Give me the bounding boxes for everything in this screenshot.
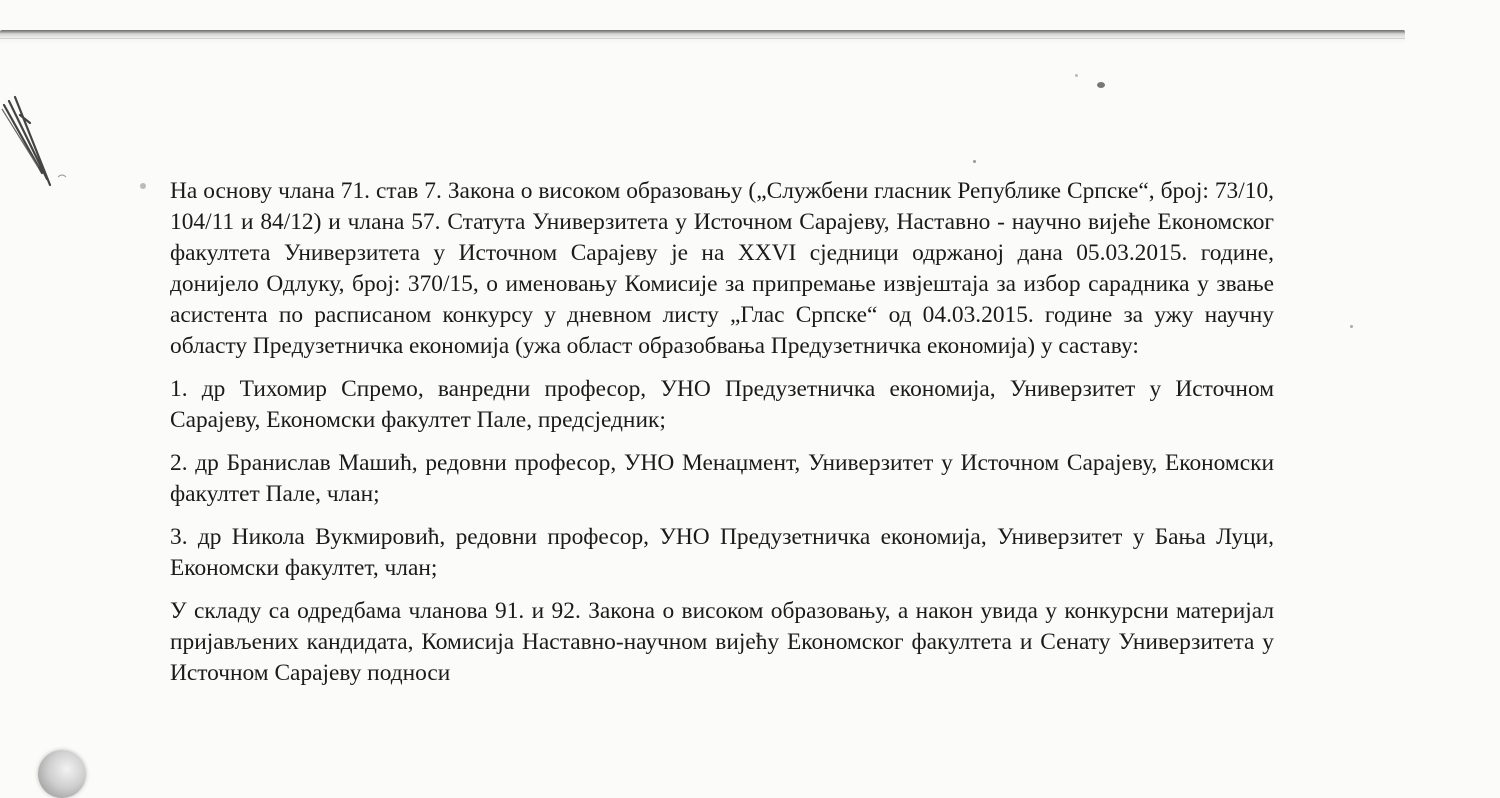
scan-speck	[1097, 82, 1105, 88]
scan-speck	[140, 183, 146, 189]
scanned-page-edge	[0, 30, 1405, 44]
scan-speck	[1350, 325, 1353, 328]
member-item: 3. др Никола Вукмировић, редовни професор, УНО Предузетничка економија, Универзитет у Бањa Луци, Економски факултет, члан;	[170, 524, 1274, 581]
handwritten-mark	[0, 95, 80, 195]
preamble-paragraph: На основу члана 71. став 7. Закона о високом образовању („Службени гласник Републике Српске“, број: 73/10, 104/11 и 84/12) и члана 57. Статута Универзитета у Источном Сарајеву, Наставно - научно вијеће Економског факултета Универзитета у Источном Сарајеву је на XXVI сједници одржаној дана 05.03.2015. године, донијело Одлуку, број: 370/15, о именовању Комисије за припремање извјештаја за избор сарадника у звање асистента по расписаном конкурсу у дневном листу „Глас Српске“ од 04.03.2015. године за ужу научну областу Предузетничка економија (ужа област образобвања Предузетничка економија) у саставу:	[170, 178, 1274, 359]
scan-speck	[973, 160, 976, 163]
closing-paragraph: У складу са одредбама чланова 91. и 92. Закона о високом образовању, а након увида у конкурсни материјал пријављених кандидата, Комисија Наставно-научном вијећу Економског факултета и Сенату Универзитета у Источном Сарајеву подноси	[170, 598, 1274, 686]
document-body	[170, 176, 1274, 689]
member-item: 1. др Тихомир Спремо, ванредни професор, УНО Предузетничка економија, Универзитет у Источном Сарајеву, Економски факултет Пале, предсједник;	[170, 376, 1274, 433]
binder-hole	[38, 750, 86, 798]
scan-speck	[1075, 74, 1078, 77]
member-item: 2. др Бранислав Машић, редовни професор, УНО Менаџмент, Универзитет у Источном Сарајеву, Економски факултет Пале, члан;	[170, 450, 1274, 507]
